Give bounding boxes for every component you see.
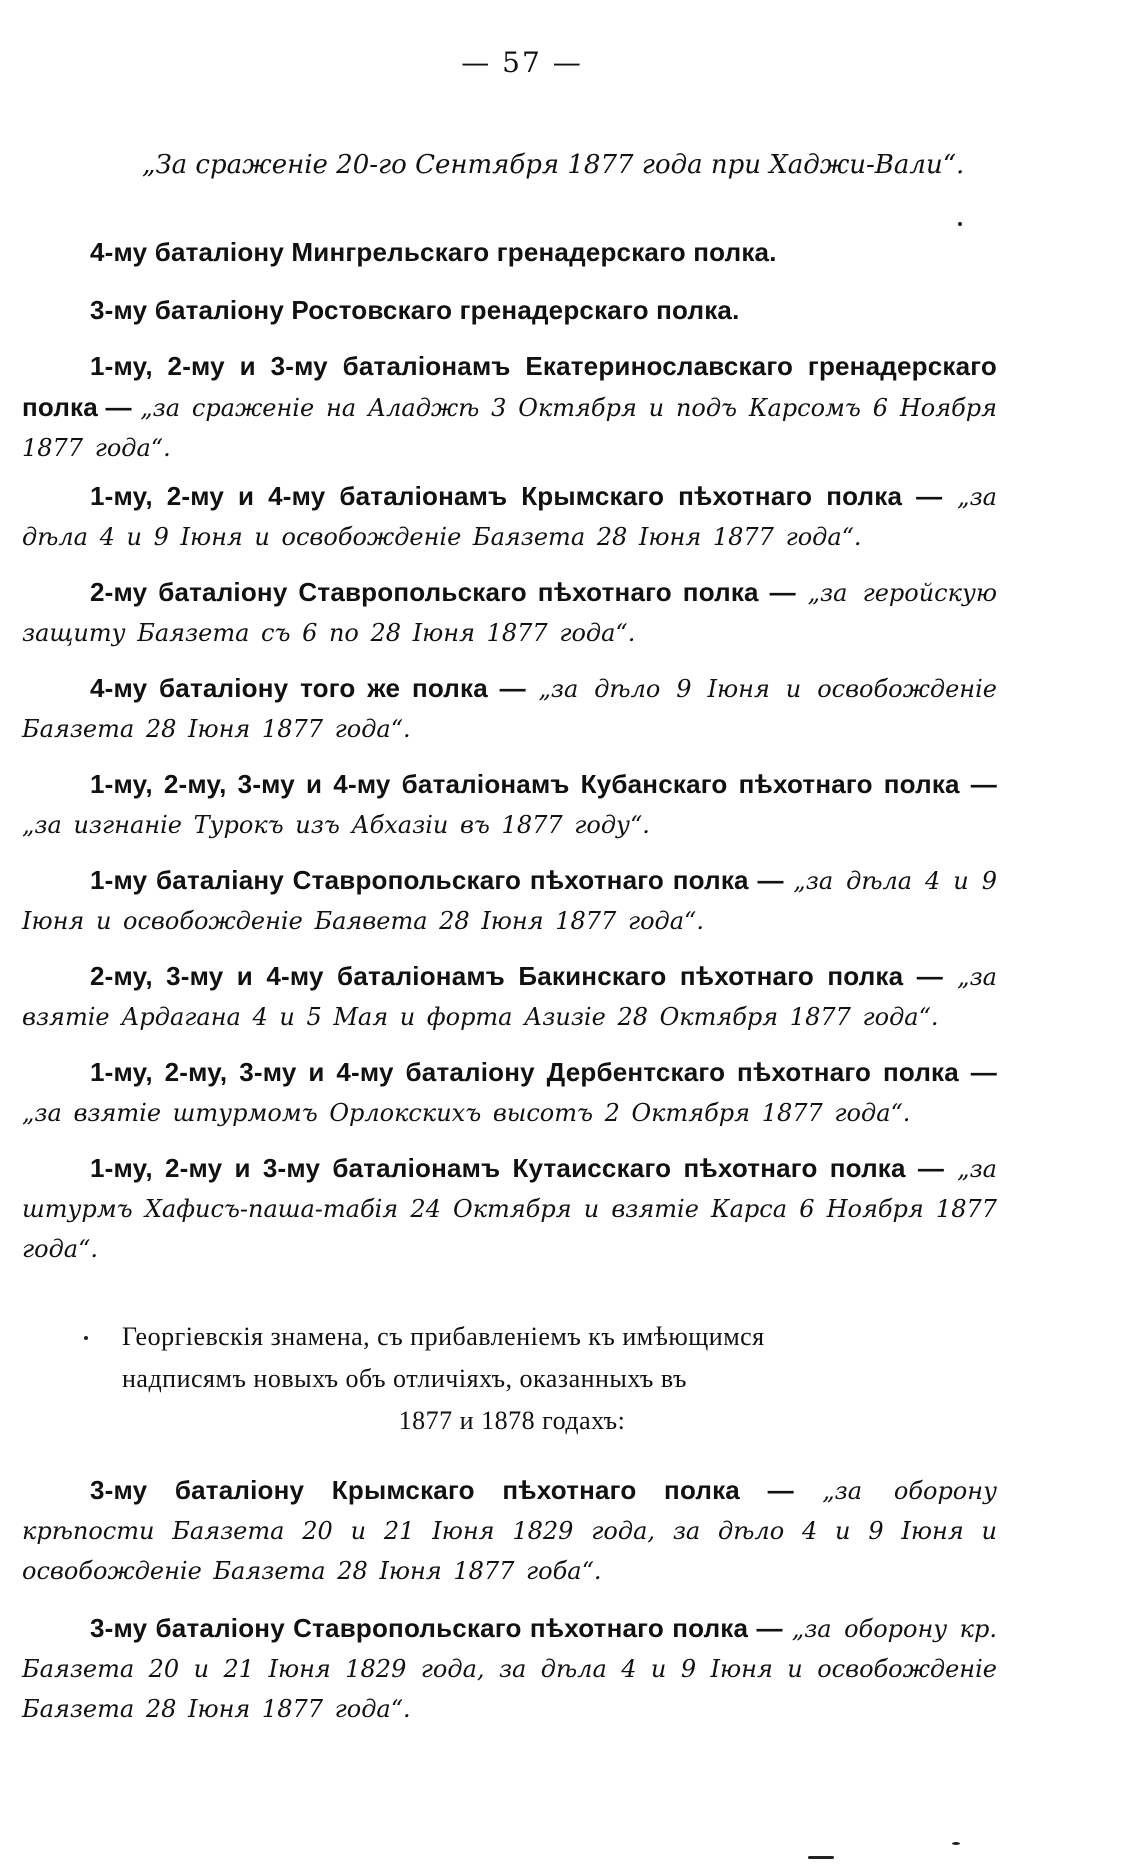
award-inscription: „за геройскую защиту Баязета съ 6 по 28 Іюня 1877 года“.	[22, 579, 997, 647]
list-item	[22, 476, 997, 557]
list-item	[22, 860, 997, 941]
scan-speck	[952, 1842, 960, 1845]
list-item	[22, 956, 997, 1037]
list-item	[22, 1470, 997, 1591]
list-item	[22, 668, 997, 749]
scan-speck	[84, 1336, 88, 1340]
unit-name: 1-му, 2-му и 4-му баталіонамъ Крымскаго пѣхотнаго полка —	[90, 481, 943, 511]
list-item	[22, 1052, 997, 1133]
unit-name: 1-му, 2-му, 3-му и 4-му баталіонамъ Кубанскаго пѣхотнаго полка —	[90, 769, 997, 799]
unit-name: 2-му, 3-му и 4-му баталіонамъ Бакинскаго пѣхотнаго полка —	[90, 961, 943, 991]
scan-speck	[808, 1856, 834, 1859]
award-inscription: „за взятіе Ардагана 4 и 5 Мая и форта Азизіе 28 Октября 1877 года“.	[22, 963, 997, 1031]
award-inscription: „за дѣла 4 и 9 Іюня и освобожденіе Баязета 28 Іюня 1877 года“.	[22, 483, 997, 551]
list-item	[22, 764, 997, 845]
award-inscription: „за штурмъ Хафисъ-паша-табія 24 Октября и взятіе Карса 6 Ноября 1877 года“.	[22, 1155, 997, 1263]
award-inscription: „за сраженіе на Аладжѣ 3 Октября и подъ Карсомъ 6 Ноября 1877 года“.	[22, 394, 997, 462]
unit-name: 1-му, 2-му и 3-му баталіонамъ Кутаисскаго пѣхотнаго полка —	[90, 1153, 945, 1183]
award-inscription: „за дѣла 4 и 9 Іюня и освобожденіе Баявета 28 Іюня 1877 года“.	[22, 867, 998, 935]
unit-name: 1-му, 2-му, 3-му и 4-му баталіону Дербентскаго пѣхотнаго полка —	[90, 1057, 997, 1087]
list-item	[22, 346, 997, 468]
list-item	[22, 232, 997, 273]
award-inscription: „за взятіе штурмомъ Орлокскихъ высотъ 2 Октября 1877 года“.	[22, 1099, 911, 1127]
page-number: — 57 —	[461, 46, 583, 79]
unit-name: 3-му баталіону Ставропольскаго пѣхотнаго полка —	[90, 1613, 783, 1643]
unit-name: 3-му баталіону Ростовскаго гренадерскаго полка.	[90, 295, 740, 325]
unit-name: 1-му баталіану Ставропольскаго пѣхотнаго полка —	[90, 865, 784, 895]
unit-name: 4-му баталіону Мингрельскаго гренадерскаго полка.	[90, 237, 777, 267]
heading-line: 1877 и 1878 годахъ:	[398, 1406, 626, 1435]
scan-speck	[958, 222, 962, 226]
list-item	[22, 1148, 997, 1269]
award-inscription: „за оборону кр. Баязета 20 и 21 Іюня 1829 года, за дѣла 4 и 9 Іюня и освобожденіе Баязета 28 Іюня 1877 года“.	[22, 1615, 997, 1723]
award-inscription: „за изгнаніе Турокъ изъ Абхазіи въ 1877 году“.	[22, 811, 650, 839]
unit-name: 1-му, 2-му и 3-му баталіонамъ Екатеринославскаго гренадерскаго полка —	[22, 351, 997, 422]
heading-line: надписямъ новыхъ объ отличіяхъ, оказанныхъ въ	[122, 1364, 687, 1393]
list-item	[22, 290, 997, 331]
award-inscription: „за дѣло 9 Іюня и освобожденіе Баязета 28 Іюня 1877 года“.	[22, 675, 997, 743]
unit-name: 3-му баталіону Крымскаго пѣхотнаго полка —	[90, 1475, 794, 1505]
section-heading	[122, 1316, 902, 1442]
heading-line: Георгіевскія знамена, съ прибавленіемъ къ имѣющимся	[122, 1322, 765, 1351]
unit-name: 4-му баталіону того же полка —	[90, 673, 526, 703]
list-item	[22, 572, 997, 653]
award-inscription: „за оборону крѣпости Баязета 20 и 21 Іюня 1829 года, за дѣло 4 и 9 Іюня и освобожденіе Баязета 28 Іюня 1877 гоба“.	[22, 1477, 997, 1585]
section-subtitle: „За сраженіе 20-го Сентября 1877 года при Хаджи-Вали“.	[142, 150, 965, 180]
list-item	[22, 1608, 997, 1729]
unit-name: 2-му баталіону Ставропольскаго пѣхотнаго полка —	[90, 577, 796, 607]
